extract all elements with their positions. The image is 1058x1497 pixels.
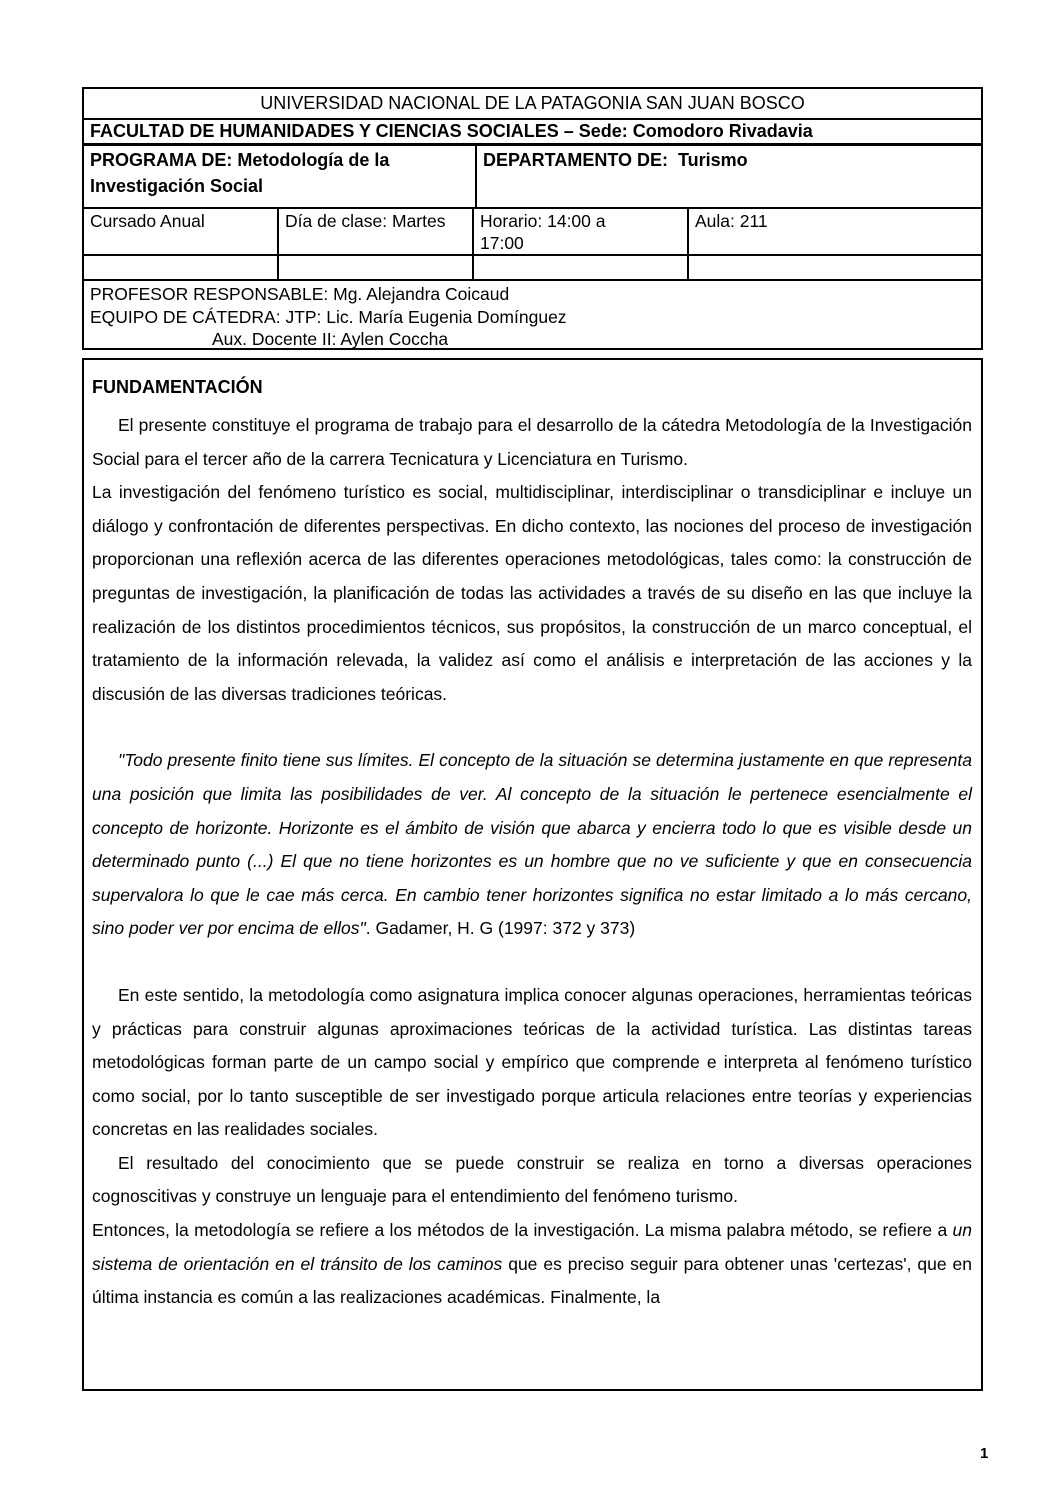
schedule-row: [84, 207, 981, 254]
department-cell: DEPARTAMENTO DE: Turismo: [475, 146, 981, 207]
professor-line: PROFESOR RESPONSABLE: Mg. Alejandra Coicaud: [90, 284, 510, 304]
empty-cell-3: [472, 256, 687, 279]
quote-italic-text: "Todo presente finito tiene sus límites. El concepto de la situación se determina justamente en que representa una posición que limita las posibilidades de ver. Al concepto de la situación le pertenece esencialmente el concepto de horizonte. Horizonte es el ámbito de visión que abarca y encierra todo lo que es visible desde un determinado punto (...) El que no tiene horizontes es un hombre que no ve suficiente y que en consecuencia supervalora lo que le cae más cerca. En cambio tener horizontes significa no estar limitado a lo más cercano, sino poder ver por encima de ellos": [92, 750, 972, 939]
quote-citation: . Gadamer, H. G (1997: 372 y 373): [365, 918, 636, 939]
staff-row: [84, 279, 981, 348]
program-cell: PROGRAMA DE: Metodología de la Investigación Social: [90, 150, 390, 196]
faculty-row: [84, 118, 981, 143]
university-row: [84, 89, 981, 118]
paragraph-entonces: [92, 1214, 972, 1315]
paragraph-investigacion: La investigación del fenómeno turístico es social, multidisciplinar, interdisciplinar o transdiciplinar e incluye un diálogo y confrontación de diferentes perspectivas. En dicho contexto, las nociones del proceso de investigación proporcionan una reflexión acerca de las diferentes operaciones metodológicas, tales como: la construcción de preguntas de investigación, la planificación de todas las actividades a través de su diseño en las que incluye la realización de los distintos procedimientos técnicos, sus propósitos, la construcción de un marco conceptual, el tratamiento de la información relevada, la validez así como el análisis e interpretación de las acciones y la discusión de las diversas tradiciones teóricas.: [92, 482, 972, 704]
dia-de-clase-cell: Día de clase: Martes: [277, 209, 472, 254]
horario-cell: Horario: 14:00 a 17:00: [472, 209, 687, 254]
paragraph-en-este-sentido: En este sentido, la metodología como asignatura implica conocer algunas operaciones, herramientas teóricas y prácticas para construir algunas aproximaciones teóricas de la actividad turística. Las distintas tareas metodológicas forman parte de un campo social y empírico que comprende e interpreta al fenómeno turístico como social, por lo tanto susceptible de ser investigado porque articula relaciones entre teorías y experiencias concretas en las realidades sociales.: [92, 984, 972, 1140]
empty-cell-2: [277, 256, 472, 279]
aux-docente-line: Aux. Docente II: Aylen Coccha: [212, 329, 449, 348]
paragraph-el-resultado: El resultado del conocimiento que se puede construir se realiza en torno a diversas operaciones cognoscitivas y construye un lenguaje para el entendimiento del fenómeno turismo.: [92, 1152, 972, 1207]
university-title: UNIVERSIDAD NACIONAL DE LA PATAGONIA SAN JUAN BOSCO: [260, 93, 805, 113]
entonces-text-start: Entonces, la metodología se refiere a los métodos de la investigación. La misma palabra método, se refiere a: [92, 1220, 953, 1241]
page-number: 1: [980, 1445, 989, 1462]
empty-row: [84, 254, 981, 279]
empty-cell-1: [84, 256, 277, 279]
paragraph-quote-gadamer: [92, 744, 972, 946]
faculty-line: FACULTAD DE HUMANIDADES Y CIENCIAS SOCIALES – Sede: Comodoro Rivadavia: [90, 121, 813, 141]
cursado-cell: Cursado Anual: [90, 211, 205, 231]
empty-cell-4: [687, 256, 981, 279]
program-row: [84, 143, 981, 207]
course-header-table: [82, 87, 983, 350]
fundamentacion-box: [82, 358, 983, 1391]
entonces-italic-phrase: un sistema de orientación en el tránsito de los caminos: [92, 1220, 972, 1274]
section-title-fundamentacion: FUNDAMENTACIÓN: [92, 377, 263, 397]
entonces-text-end: que es preciso seguir para obtener unas 'certezas', que en última instancia es común a las realizaciones académicas. Finalmente, la: [92, 1253, 972, 1308]
paragraph-intro: El presente constituye el programa de trabajo para el desarrollo de la cátedra Metodología de la Investigación Social para el tercer año de la carrera Tecnicatura y Licenciatura en Turismo.: [92, 415, 972, 469]
staff-cell: [84, 281, 981, 348]
equipo-line: EQUIPO DE CÁTEDRA: JTP: Lic. María Eugenia Domínguez: [90, 306, 567, 327]
aula-cell: Aula: 211: [687, 209, 981, 254]
